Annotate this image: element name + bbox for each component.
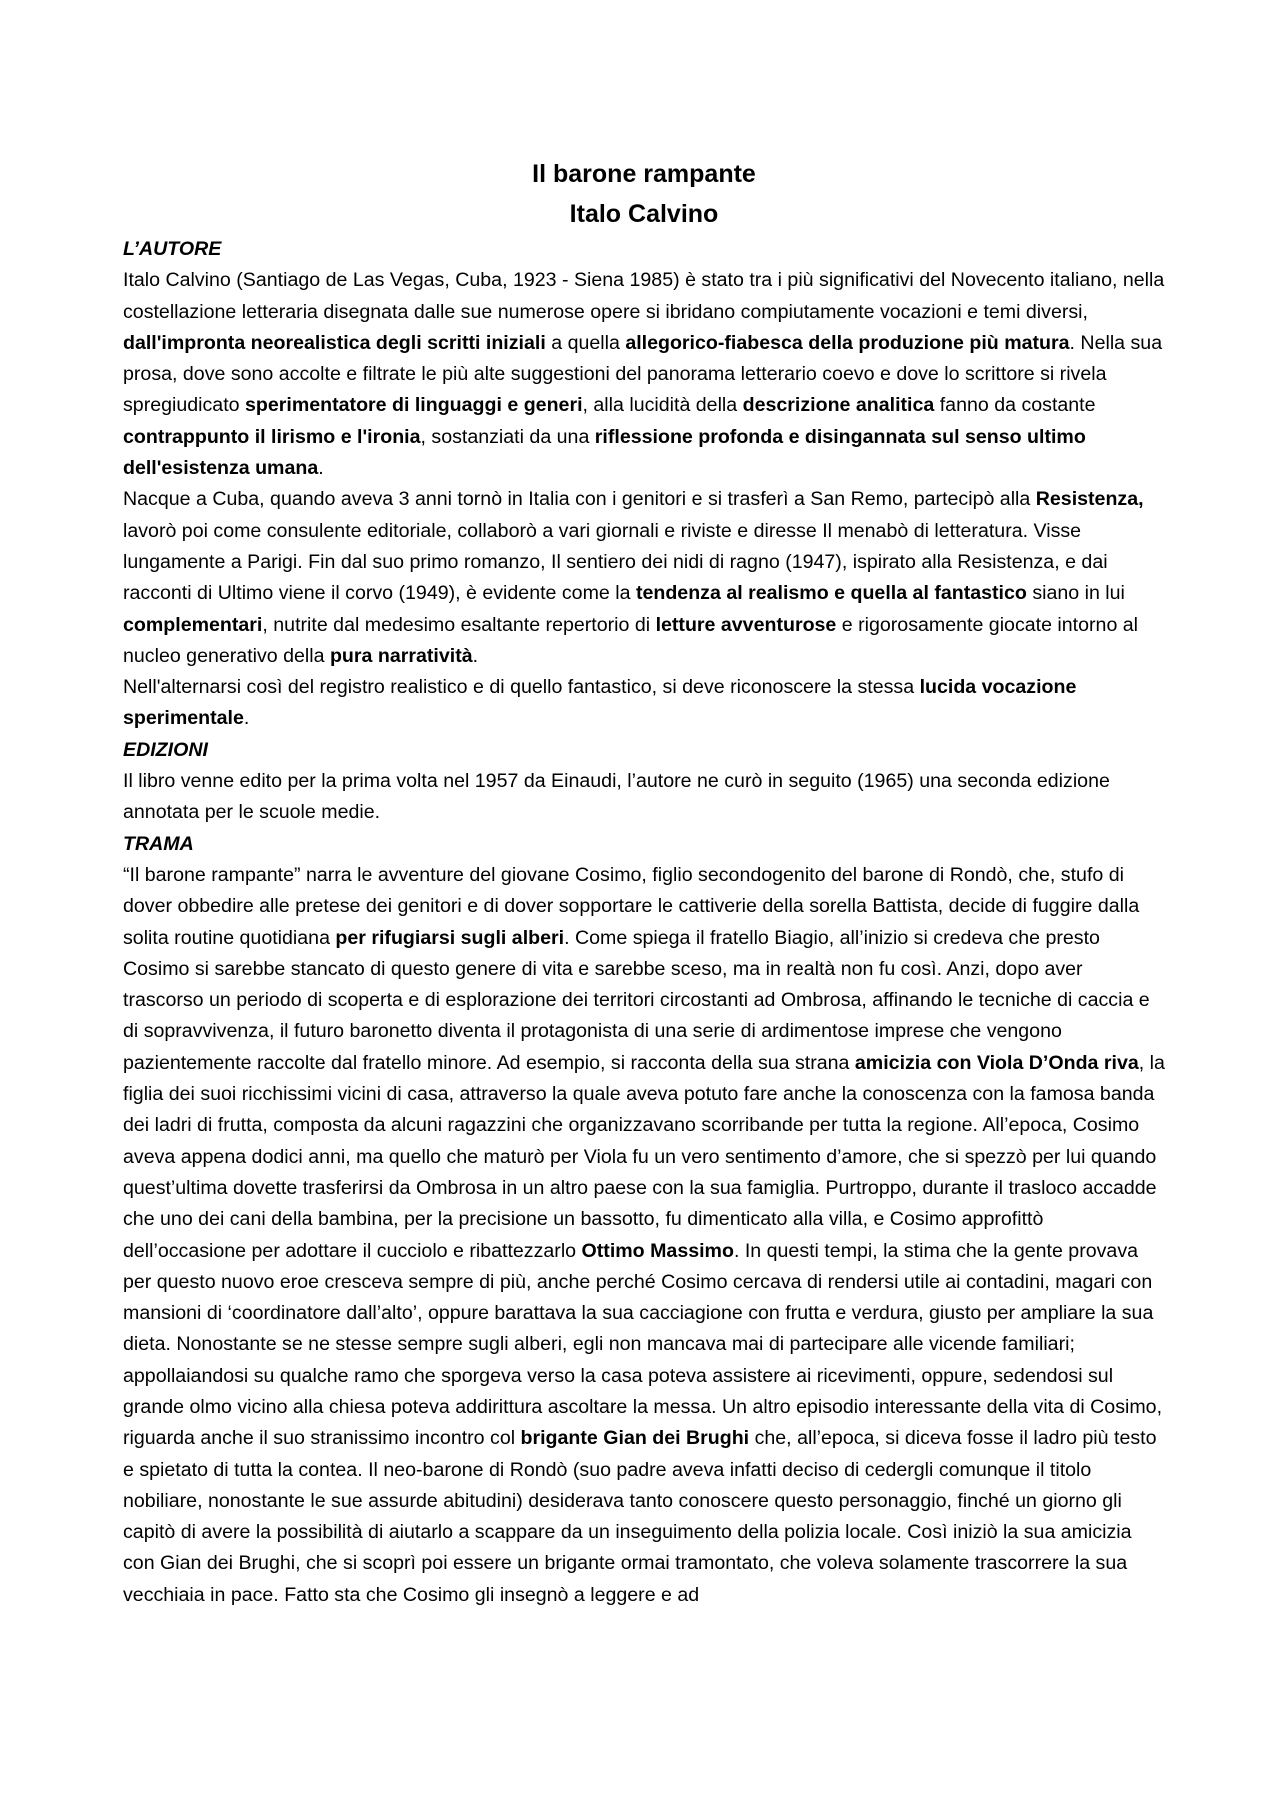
text-run: . In questi tempi, la stima che la gente provava per questo nuovo eroe cresceva sempre di più, anche perché Cosimo cercava di rendersi utile ai contadini, magari con mansioni di ‘coordinatore dall’alto’, oppure barattava la sua cacciagione con frutta e verdura, giusto per ampliare la sua dieta. Nonostante se ne stesse sempre sugli alberi, egli non mancava mai di partecipare alle vicende familiari; appollaiandosi su qualche ramo che sporgeva verso la casa poteva assistere ai ricevimenti, oppure, sedendosi sul grande olmo vicino alla chiesa poteva addirittura ascoltare la messa. Un altro episodio interessante della vita di Cosimo, riguarda anche il suo stranissimo incontro col (123, 1239, 1163, 1450)
text-run: e rigorosamente giocate intorno al nucleo generativo della (123, 613, 1139, 667)
bold-text-run: dall'impronta neorealistica degli scritti iniziali (123, 331, 546, 354)
text-run: . (318, 457, 324, 480)
autore-paragraph-3 (123, 672, 1165, 735)
text-run: siano in lui (1026, 582, 1125, 605)
text-run: lavorò poi come consulente editoriale, collaborò a vari giornali e riviste e diresse Il menabò di letteratura. Visse lungamente a Parigi. Fin dal suo primo romanzo, Il sentiero dei nidi di ragno (1947), ispirato alla Resistenza, e dai racconti di Ultimo viene il corvo (1949), è evidente come la (123, 519, 1108, 605)
text-run: Italo Calvino (Santiago de Las Vegas, Cuba, 1923 - Siena 1985) è stato tra i più significativi del Novecento italiano, nella costellazione letteraria disegnata dalle sue numerose opere si ibridano compiutamente vocazioni e temi diversi, (123, 269, 1165, 323)
text-run: Il libro venne edito per la prima volta nel 1957 da Einaudi, l’autore ne curò in seguito (1965) una seconda edizione annotata per le scuole medie. (123, 770, 1110, 824)
document-page (123, 154, 1165, 1611)
text-run: Nell'alternarsi così del registro realistico e di quello fantastico, si deve riconoscere la stessa (123, 676, 920, 699)
trama-paragraph-1 (123, 860, 1165, 1611)
bold-text-run: per rifugiarsi sugli alberi (335, 926, 565, 949)
bold-text-run: contrappunto il lirismo e l'ironia (123, 425, 421, 448)
text-run: a quella (545, 331, 626, 354)
bold-text-run: amicizia con Viola D’Onda riva (854, 1051, 1139, 1074)
autore-paragraph-1 (123, 265, 1165, 484)
text-run: . (243, 707, 250, 730)
bold-text-run: Ottimo Massimo (581, 1239, 734, 1262)
bold-text-run: pura narratività (329, 644, 473, 667)
bold-text-run: Resistenza, (1035, 488, 1144, 511)
text-run: “Il barone rampante” narra le avventure del giovane Cosimo, figlio secondogenito del barone di Rondò, che, stufo di dover obbedire alle pretese dei genitori e di dover sopportare le cattiverie della sorella Battista, decide di fuggire dalla solita routine quotidiana (123, 863, 1140, 949)
text-run: . Nella sua prosa, dove sono accolte e filtrate le più alte suggestioni del panorama letterario coevo e dove lo scrittore si rivela spregiudicato (123, 331, 1163, 417)
text-run: . Come spiega il fratello Biagio, all’inizio si credeva che presto Cosimo si sarebbe stancato di questo genere di vita e sarebbe sceso, ma in realtà non fu così. Anzi, dopo aver trascorso un periodo di scoperta e di esplorazione dei territori circostanti ad Ombrosa, affinando le tecniche di caccia e di sopravvivenza, il futuro baronetto diventa il protagonista di una serie di ardimentose imprese che vengono pazientemente raccolte dal fratello minore. Ad esempio, si racconta della sua strana (123, 926, 1150, 1074)
author-heading: Italo Calvino (569, 200, 719, 228)
text-run: , alla lucidità della (582, 394, 743, 417)
section-heading-autore: L’AUTORE (123, 238, 222, 260)
text-run: fanno da costante (934, 394, 1096, 417)
bold-text-run: sperimentatore di linguaggi e generi (245, 394, 583, 417)
section-heading-trama: TRAMA (123, 832, 194, 855)
text-run: , sostanziati da una (420, 425, 595, 448)
bold-text-run: riflessione profonda e disingannata sul senso ultimo dell'esistenza umana (123, 425, 1086, 480)
text-run: che, all’epoca, si diceva fosse il ladro più testo e spietato di tutta la contea. Il neo-barone di Rondò (suo padre aveva infatti deciso di cedergli comunque il titolo nobiliare, nonostante le sue assurde abitudini) desiderava tanto conoscere questo personaggio, finché un giorno gli capitò di avere la possibilità di aiutarlo a scappare da un inseguimento della polizia locale. Così iniziò la sua amicizia con Gian dei Brughi, che si scoprì poi essere un brigante ormai tramontato, che voleva solamente trascorrere la sua vecchiaia in pace. Fatto sta che Cosimo gli insegnò a leggere e ad (123, 1427, 1157, 1606)
bold-text-run: brigante Gian dei Brughi (520, 1427, 750, 1450)
document-title: Il barone rampante (532, 160, 756, 188)
bold-text-run: allegorico-fiabesca della produzione più matura (625, 331, 1070, 354)
text-run: , la figlia dei suoi ricchissimi vicini di casa, attraverso la quale aveva potuto fare anche la conoscenza con la famosa banda dei ladri di frutta, composta da alcuni ragazzini che organizzavano scorribande per tutta la regione. All’epoca, Cosimo aveva appena dodici anni, ma quello che maturò per Viola fu un vero sentimento d’amore, che si spezzò per lui quando quest’ultima dovette trasferirsi da Ombrosa in un altro paese con la sua famiglia. Purtroppo, durante il trasloco accadde che uno dei cani della bambina, per la precisione un bassotto, fu dimenticato alla villa, e Cosimo approfittò dell’occasione per adottare il cucciolo e ribattezzarlo (123, 1051, 1165, 1262)
bold-text-run: tendenza al realismo e quella al fantastico (635, 582, 1027, 605)
bold-text-run: lucida vocazione sperimentale (123, 676, 1077, 730)
bold-text-run: complementari (123, 613, 263, 636)
section-heading-edizioni: EDIZIONI (123, 738, 208, 761)
bold-text-run: letture avventurose (655, 613, 837, 636)
text-run: , nutrite dal medesimo esaltante repertorio di (262, 613, 656, 636)
text-run: . (472, 644, 479, 667)
text-run: Nacque a Cuba, quando aveva 3 anni tornò in Italia con i genitori e si trasferì a San Remo, partecipò alla (123, 488, 1036, 511)
edizioni-paragraph-1 (123, 766, 1165, 829)
bold-text-run: descrizione analitica (742, 394, 935, 417)
autore-paragraph-2 (123, 484, 1165, 672)
